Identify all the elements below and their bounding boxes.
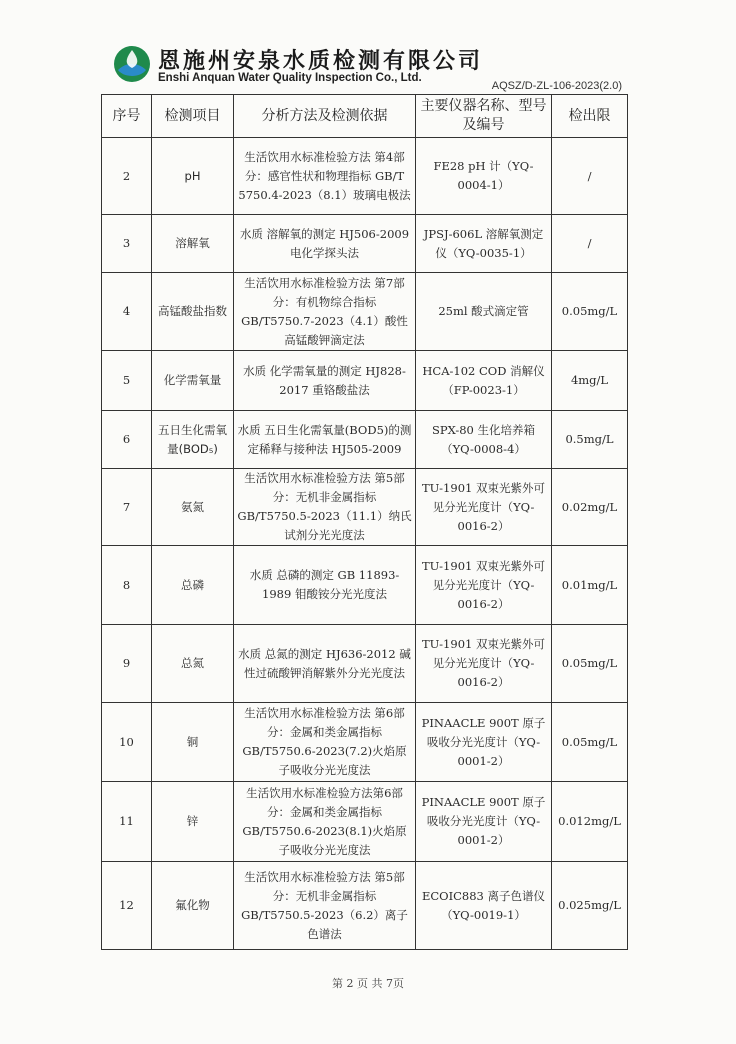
water-drop-logo-icon <box>112 44 152 84</box>
row-no: 6 <box>102 411 152 469</box>
row-method: 水质 化学需氧量的测定 HJ828-2017 重铬酸盐法 <box>234 351 416 411</box>
row-no: 3 <box>102 215 152 273</box>
header-item: 检测项目 <box>152 95 234 138</box>
row-instrument: FE28 pH 计（YQ-0004-1） <box>416 138 552 215</box>
header-instrument: 主要仪器名称、型号及编号 <box>416 95 552 138</box>
row-item: 氨氮 <box>152 469 234 546</box>
row-no: 7 <box>102 469 152 546</box>
document-code: AQSZ/D-ZL-106-2023(2.0) <box>491 80 622 92</box>
row-item: 化学需氧量 <box>152 351 234 411</box>
row-no: 12 <box>102 862 152 950</box>
row-method: 水质 五日生化需氧量(BOD5)的测定稀释与接种法 HJ505-2009 <box>234 411 416 469</box>
row-item: 总氮 <box>152 625 234 703</box>
row-method: 生活饮用水标准检验方法 第6部分：金属和类金属指标 GB/T5750.6-2023(7.2)火焰原子吸收分光光度法 <box>234 703 416 782</box>
row-limit: 0.02mg/L <box>552 469 628 546</box>
row-instrument: TU-1901 双束光紫外可见分光光度计（YQ-0016-2） <box>416 625 552 703</box>
company-name-cn: 恩施州安泉水质检测有限公司 <box>158 49 484 74</box>
row-instrument: PINAACLE 900T 原子吸收分光光度计（YQ-0001-2） <box>416 703 552 782</box>
company-name-en: Enshi Anquan Water Quality Inspection Co., Ltd. <box>158 72 422 84</box>
row-item: 高锰酸盐指数 <box>152 273 234 351</box>
row-method: 水质 总磷的测定 GB 11893-1989 钼酸铵分光光度法 <box>234 546 416 625</box>
row-limit: 0.05mg/L <box>552 273 628 351</box>
row-limit: 0.5mg/L <box>552 411 628 469</box>
row-no: 8 <box>102 546 152 625</box>
table-row <box>102 703 628 782</box>
row-limit: / <box>552 215 628 273</box>
row-no: 2 <box>102 138 152 215</box>
row-method: 水质 溶解氧的测定 HJ506-2009 电化学探头法 <box>234 215 416 273</box>
row-instrument: PINAACLE 900T 原子吸收分光光度计（YQ-0001-2） <box>416 782 552 862</box>
row-instrument: SPX-80 生化培养箱（YQ-0008-4） <box>416 411 552 469</box>
row-instrument: HCA-102 COD 消解仪（FP-0023-1） <box>416 351 552 411</box>
row-no: 10 <box>102 703 152 782</box>
row-method: 生活饮用水标准检验方法 第7部分：有机物综合指标 GB/T5750.7-2023（4.1）酸性高锰酸钾滴定法 <box>234 273 416 351</box>
row-instrument: TU-1901 双束光紫外可见分光光度计（YQ-0016-2） <box>416 546 552 625</box>
table-row <box>102 782 628 862</box>
table-row <box>102 351 628 411</box>
table-row <box>102 862 628 950</box>
row-limit: 4mg/L <box>552 351 628 411</box>
table-row <box>102 215 628 273</box>
header-no: 序号 <box>102 95 152 138</box>
row-limit: 0.012mg/L <box>552 782 628 862</box>
row-method: 生活饮用水标准检验方法 第5部分：无机非金属指标 GB/T5750.5-2023（6.2）离子色谱法 <box>234 862 416 950</box>
row-item: 总磷 <box>152 546 234 625</box>
row-method: 水质 总氮的测定 HJ636-2012 碱性过硫酸钾消解紫外分光光度法 <box>234 625 416 703</box>
header-method: 分析方法及检测依据 <box>234 95 416 138</box>
row-item: pH <box>152 138 234 215</box>
row-no: 5 <box>102 351 152 411</box>
row-method: 生活饮用水标准检验方法 第4部分：感官性状和物理指标 GB/T 5750.4-2023（8.1）玻璃电极法 <box>234 138 416 215</box>
table-row <box>102 546 628 625</box>
table-row <box>102 138 628 215</box>
page-number: 第 2 页 共 7页 <box>332 977 404 990</box>
row-no: 11 <box>102 782 152 862</box>
row-item: 铜 <box>152 703 234 782</box>
row-limit: 0.01mg/L <box>552 546 628 625</box>
row-method: 生活饮用水标准检验方法 第5部分：无机非金属指标 GB/T5750.5-2023（11.1）纳氏试剂分光光度法 <box>234 469 416 546</box>
row-limit: 0.05mg/L <box>552 625 628 703</box>
row-no: 9 <box>102 625 152 703</box>
table-row <box>102 273 628 351</box>
row-limit: / <box>552 138 628 215</box>
row-instrument: JPSJ-606L 溶解氧测定仪（YQ-0035-1） <box>416 215 552 273</box>
table-row <box>102 625 628 703</box>
table-row <box>102 411 628 469</box>
row-method: 生活饮用水标准检验方法第6部分：金属和类金属指标 GB/T5750.6-2023(8.1)火焰原子吸收分光光度法 <box>234 782 416 862</box>
row-item: 锌 <box>152 782 234 862</box>
table-row <box>102 469 628 546</box>
inspection-methods-table <box>101 94 628 950</box>
row-no: 4 <box>102 273 152 351</box>
header-limit: 检出限 <box>552 95 628 138</box>
row-item: 溶解氧 <box>152 215 234 273</box>
row-instrument: ECOIC883 离子色谱仪（YQ-0019-1） <box>416 862 552 950</box>
row-limit: 0.025mg/L <box>552 862 628 950</box>
row-limit: 0.05mg/L <box>552 703 628 782</box>
row-item: 氟化物 <box>152 862 234 950</box>
row-instrument: 25ml 酸式滴定管 <box>416 273 552 351</box>
table-header-row <box>102 95 628 138</box>
row-item: 五日生化需氧量(BOD₅) <box>152 411 234 469</box>
row-instrument: TU-1901 双束光紫外可见分光光度计（YQ-0016-2） <box>416 469 552 546</box>
